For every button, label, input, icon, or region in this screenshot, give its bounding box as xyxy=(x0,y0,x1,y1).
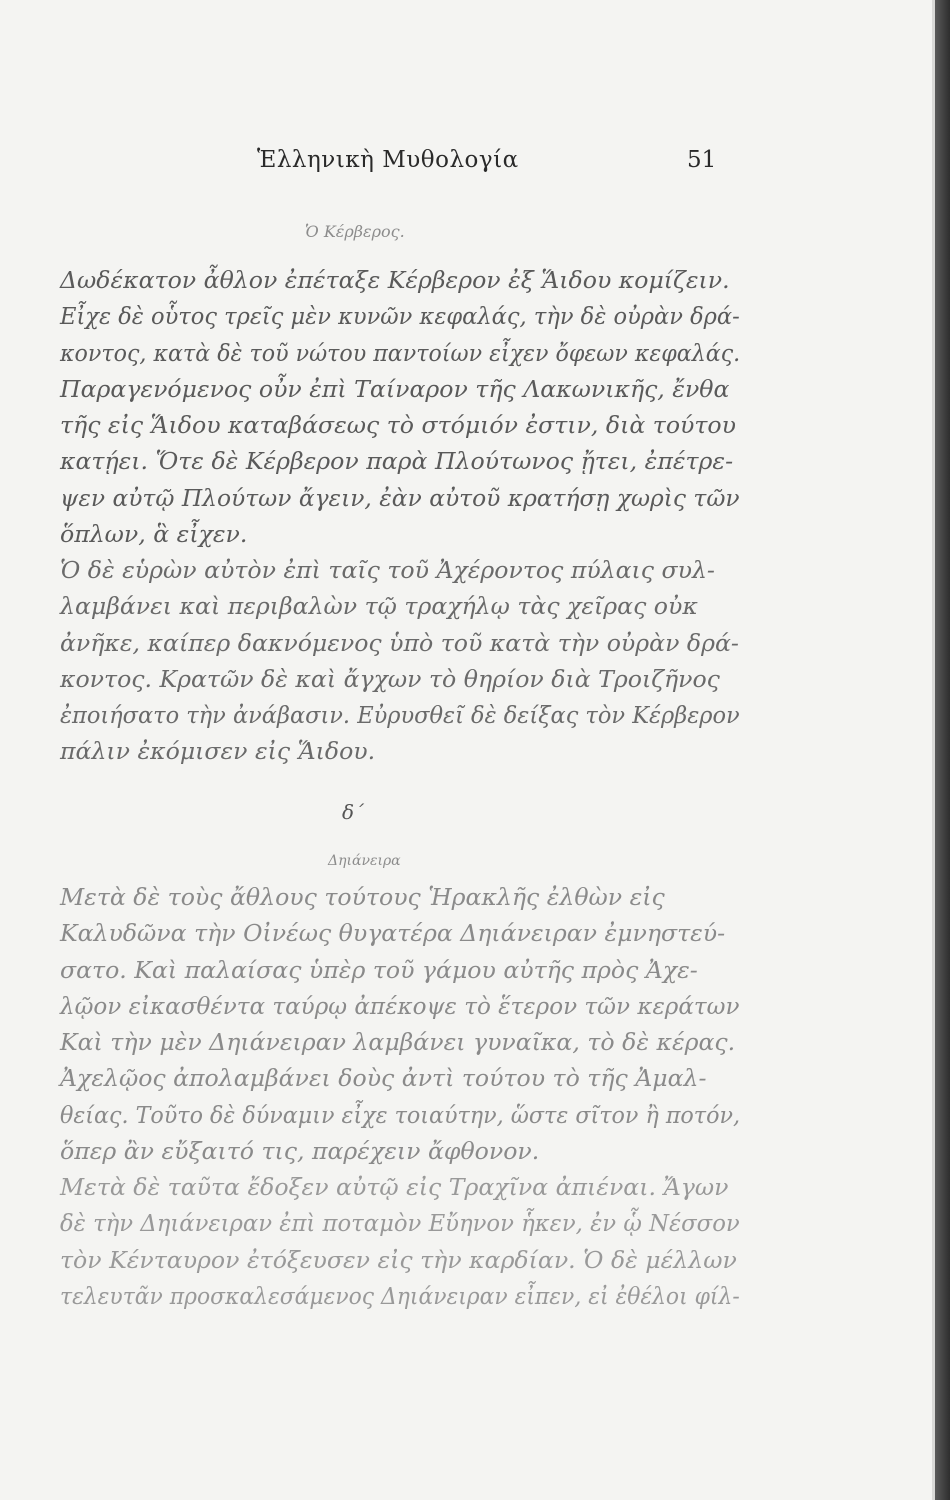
text-line: κοντος, κατὰ δὲ τοῦ νώτου παντοίων εἶχεν ὄφεων κεφαλάς. xyxy=(60,338,741,367)
text-line: σατο. Καὶ παλαίσας ὑπὲρ τοῦ γάμου αὐτῆς πρὸς Ἀχε- xyxy=(60,955,698,984)
text-line: Ὁ δὲ εὑρὼν αὐτὸν ἐπὶ ταῖς τοῦ Ἀχέροντος πύλαις συλ- xyxy=(60,556,715,584)
text-line: Εἶχε δὲ οὗτος τρεῖς μὲν κυνῶν κεφαλάς, τὴν δὲ οὐρὰν δρά- xyxy=(60,302,740,331)
text-line: λῷον εἰκασθέντα ταύρῳ ἀπέκοψε τὸ ἕτερον τῶν κεράτων xyxy=(60,991,740,1020)
text-line: τελευτᾶν προσκαλεσάμενος Δηιάνειραν εἶπεν, εἰ ἐθέλοι φίλ- xyxy=(60,1281,740,1310)
text-line: Μετὰ δὲ τοὺς ἄθλους τούτους Ἡρακλῆς ἐλθὼν εἰς xyxy=(60,883,665,911)
text-line: κοντος. Κρατῶν δὲ καὶ ἄγχων τὸ θηρίον διὰ Τροιζῆνος xyxy=(60,664,720,693)
running-title: Ἑλληνικὴ Μυθολογία xyxy=(257,147,519,173)
text-line: Μετὰ δὲ ταῦτα ἔδοξεν αὐτῷ εἰς Τραχῖνα ἀπιέναι. Ἄγων xyxy=(60,1173,729,1201)
text-line: ἐποιήσατο τὴν ἀνάβασιν. Εὐρυσθεῖ δὲ δείξας τὸν Κέρβερον xyxy=(60,701,740,730)
text-line: θείας. Τοῦτο δὲ δύναμιν εἶχε τοιαύτην, ὥστε σῖτον ἢ ποτόν, xyxy=(60,1100,741,1129)
text-line: ὅπλων, ἃ εἶχεν. xyxy=(60,520,248,549)
paragraph xyxy=(60,552,740,770)
section-heading-deianeira: Δηιάνειρα xyxy=(328,853,401,869)
text-line: Δωδέκατον ἆθλον ἐπέταξε Κέρβερον ἐξ Ἅιδου κομίζειν. xyxy=(60,266,730,294)
text-line: ἀνῆκε, καίπερ δακνόμενος ὑπὸ τοῦ κατὰ τὴν οὐρὰν δρά- xyxy=(60,628,739,657)
text-line: κατῄει. Ὅτε δὲ Κέρβερον παρὰ Πλούτωνος ᾔτει, ἐπέτρε- xyxy=(60,447,734,476)
section-heading-kerberos: Ὁ Κέρβερος. xyxy=(305,222,405,241)
text-line: λαμβάνει καὶ περιβαλὼν τῷ τραχήλῳ τὰς χεῖρας οὐκ xyxy=(60,592,698,621)
paragraph xyxy=(60,879,740,1169)
text-line: Καλυδῶνα τὴν Οἰνέως θυγατέρα Δηιάνειραν ἐμνηστεύ- xyxy=(60,919,726,948)
section-number: δ΄ xyxy=(342,800,365,824)
text-line: δὲ τὴν Δηιάνειραν ἐπὶ ποταμὸν Εὔηνον ἧκεν, ἐν ᾧ Νέσσον xyxy=(60,1209,740,1238)
text-line: Καὶ τὴν μὲν Δηιάνειραν λαμβάνει γυναῖκα, τὸ δὲ κέρας. xyxy=(60,1028,736,1057)
text-line: Ἀχελῷος ἀπολαμβάνει δοὺς ἀντὶ τούτου τὸ τῆς Ἀμαλ- xyxy=(60,1064,707,1093)
text-line: ψεν αὐτῷ Πλούτων ἄγειν, ἐὰν αὐτοῦ κρατήσῃ χωρὶς τῶν xyxy=(60,483,740,512)
paragraph xyxy=(60,262,740,552)
text-line: Παραγενόμενος οὖν ἐπὶ Ταίναρον τῆς Λακωνικῆς, ἔνθα xyxy=(60,374,730,403)
scan-border xyxy=(935,0,950,1500)
page-number: 51 xyxy=(687,147,717,173)
paragraph xyxy=(60,1169,740,1314)
running-header xyxy=(0,147,935,177)
text-line: τὸν Κένταυρον ἐτόξευσεν εἰς τὴν καρδίαν. Ὁ δὲ μέλλων xyxy=(60,1245,737,1274)
text-line: πάλιν ἐκόμισεν εἰς Ἅιδου. xyxy=(60,737,376,766)
text-line: ὅπερ ἂν εὔξαιτό τις, παρέχειν ἄφθονον. xyxy=(60,1137,540,1166)
text-line: τῆς εἰς Ἅιδου καταβάσεως τὸ στόμιόν ἐστιν, διὰ τούτου xyxy=(60,411,736,440)
